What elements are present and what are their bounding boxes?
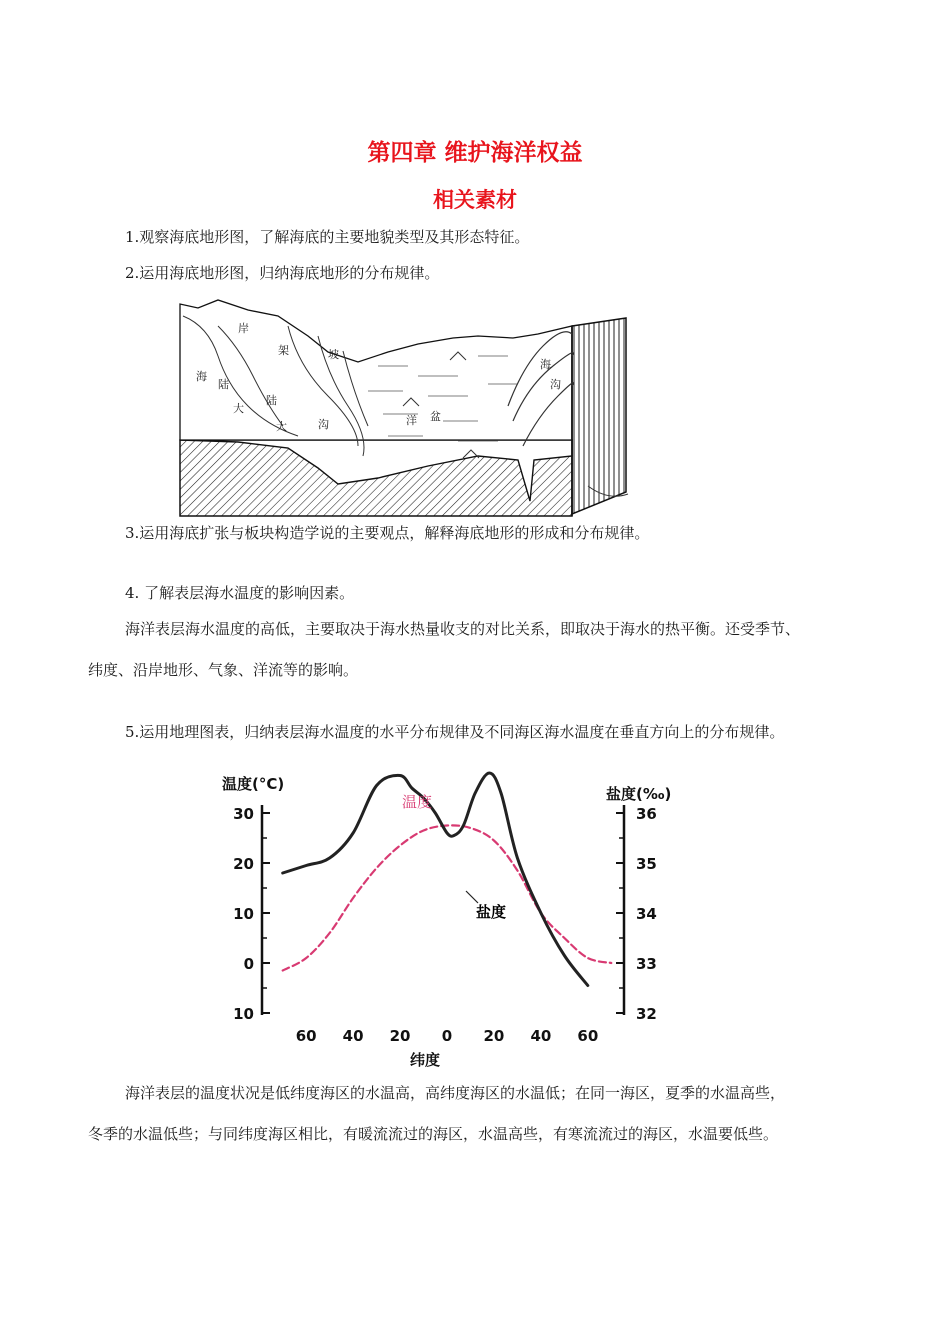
series-label-salinity: 盐度 bbox=[476, 903, 507, 921]
paragraph-7b: 冬季的水温低些；与同纬度海区相比，有暖流流过的海区，水温高些，有寒流流过的海区，水温要低些。 bbox=[88, 1125, 779, 1143]
diagram-label: 岸 bbox=[238, 322, 249, 335]
x-tick-label: 60 bbox=[295, 1027, 317, 1045]
x-tick-label: 20 bbox=[483, 1027, 505, 1045]
right-tick-label: 32 bbox=[636, 1005, 657, 1023]
left-tick-label: 0 bbox=[243, 955, 254, 973]
x-tick-label: 60 bbox=[577, 1027, 599, 1045]
page-subtitle: 相关素材 bbox=[433, 188, 517, 212]
chart-ticks bbox=[233, 805, 657, 1045]
seabed-terrain-diagram bbox=[178, 296, 636, 518]
diagram-label: 陆 bbox=[266, 394, 277, 407]
right-tick-label: 34 bbox=[636, 905, 657, 923]
salinity-label-pointer bbox=[466, 891, 478, 903]
x-axis-label: 纬度 bbox=[410, 1051, 441, 1069]
right-tick-label: 33 bbox=[636, 955, 657, 973]
right-tick-label: 35 bbox=[636, 855, 657, 873]
paragraph-6: 5.运用地理图表，归纳表层海水温度的水平分布规律及不同海区海水温度在垂直方向上的分布规律。 bbox=[125, 723, 785, 741]
left-tick-label: 10 bbox=[233, 1005, 254, 1023]
paragraph-2: 2.运用海底地形图，归纳海底地形的分布规律。 bbox=[125, 264, 440, 282]
diagram-label: 盆 bbox=[430, 410, 441, 423]
x-tick-label: 40 bbox=[342, 1027, 364, 1045]
temperature-salinity-chart bbox=[220, 765, 690, 1075]
paragraph-7a: 海洋表层的温度状况是低纬度海区的水温高，高纬度海区的水温低；在同一海区，夏季的水温高些， bbox=[125, 1084, 786, 1102]
diagram-label: 洋 bbox=[406, 414, 417, 427]
diagram-label: 海 bbox=[196, 370, 207, 383]
chart-axes bbox=[262, 805, 624, 1015]
paragraph-1: 1.观察海底地形图，了解海底的主要地貌类型及其形态特征。 bbox=[125, 228, 530, 246]
diagram-label: 大 bbox=[276, 420, 287, 433]
right-axis-label: 盐度(‰) bbox=[606, 785, 672, 803]
x-tick-label: 40 bbox=[530, 1027, 552, 1045]
chart-series bbox=[283, 773, 612, 986]
diagram-label: 大 bbox=[233, 402, 244, 415]
left-axis-label: 温度(°C) bbox=[222, 775, 285, 793]
diagram-label: 架 bbox=[278, 344, 289, 357]
paragraph-5a: 海洋表层海水温度的高低，主要取决于海水热量收支的对比关系，即取决于海水的热平衡。还受季节、 bbox=[125, 620, 801, 638]
diagram-label: 坡 bbox=[328, 348, 339, 361]
x-tick-label: 20 bbox=[389, 1027, 411, 1045]
left-tick-label: 20 bbox=[233, 855, 254, 873]
right-tick-label: 36 bbox=[636, 805, 657, 823]
x-tick-label: 0 bbox=[441, 1027, 453, 1045]
series-salinity-line bbox=[283, 773, 588, 986]
diagram-label: 沟 bbox=[550, 378, 561, 391]
diagram-label: 沟 bbox=[318, 418, 329, 431]
left-tick-label: 10 bbox=[233, 905, 254, 923]
paragraph-4: 4. 了解表层海水温度的影响因素。 bbox=[125, 584, 355, 602]
diagram-label: 海 bbox=[540, 358, 551, 371]
page-title: 第四章 维护海洋权益 bbox=[367, 140, 583, 166]
paragraph-3: 3.运用海底扩张与板块构造学说的主要观点，解释海底地形的形成和分布规律。 bbox=[125, 524, 650, 542]
paragraph-5b: 纬度、沿岸地形、气象、洋流等的影响。 bbox=[88, 661, 359, 679]
series-label-temperature: 温度 bbox=[402, 793, 433, 811]
left-tick-label: 30 bbox=[233, 805, 254, 823]
series-temperature-line bbox=[283, 825, 612, 970]
diagram-label: 陆 bbox=[218, 378, 229, 391]
